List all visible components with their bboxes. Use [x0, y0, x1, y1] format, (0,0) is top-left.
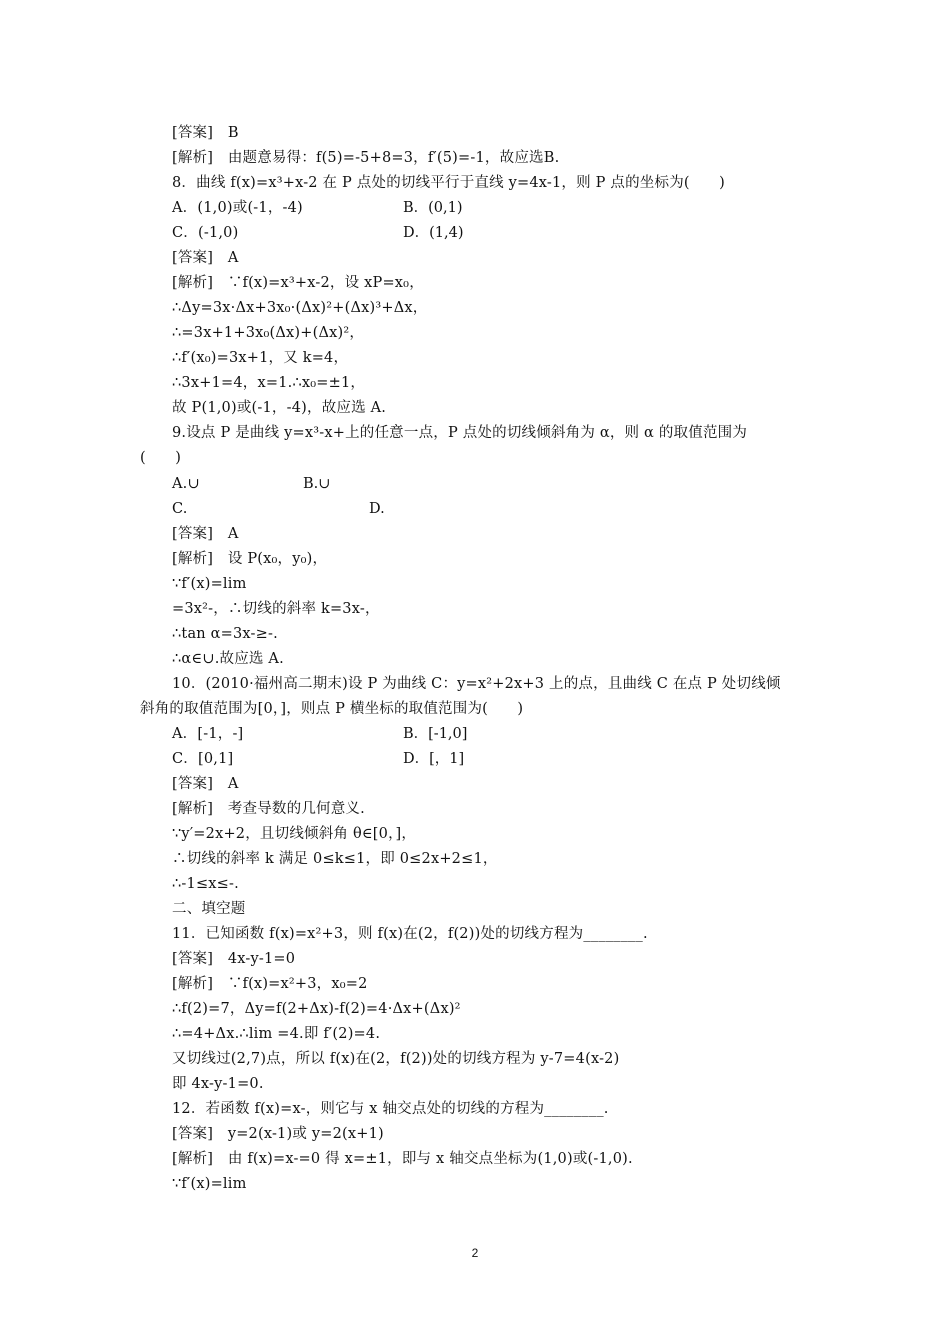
explanation-line: ∴=4+Δx.∴lim =4.即 f′(2)=4. — [172, 1026, 381, 1042]
explanation-line: 即 4x-y-1=0. — [172, 1076, 264, 1092]
explanation-line: ∴tan α=3x-≥-. — [172, 626, 278, 642]
option-a: A.∪ — [172, 476, 200, 492]
option-c: C．[0,1] — [172, 751, 234, 767]
question-11: 11．已知函数 f(x)=x²+3，则 f(x)在(2，f(2))处的切线方程为________. — [172, 926, 648, 942]
option-b: B．(0,1) — [403, 200, 463, 216]
question-9-continuation: ( ) — [140, 450, 182, 466]
question-8: 8．曲线 f(x)=x³+x-2 在 P 点处的切线平行于直线 y=4x-1，则 P 点的坐标为( ) — [172, 175, 726, 191]
explanation-line: ∵y′=2x+2，且切线倾斜角 θ∈[0，]， — [172, 826, 417, 842]
explanation-line: ∴f′(x₀)=3x+1，又 k=4， — [172, 350, 349, 366]
explanation-line: [解析] 由题意易得：f(5)=-5+8=3，f′(5)=-1，故应选B. — [172, 150, 560, 166]
option-c: C. — [172, 501, 188, 517]
explanation-line: ∴=3x+1+3x₀(Δx)+(Δx)²， — [172, 325, 365, 341]
explanation-line: [解析] 设 P(x₀，y₀)， — [172, 551, 328, 567]
explanation-line: ∴Δy=3x·Δx+3x₀·(Δx)²+(Δx)³+Δx， — [172, 300, 428, 316]
explanation-line: [解析] 考查导数的几何意义. — [172, 801, 365, 817]
option-a: A．[-1，-] — [172, 726, 244, 742]
question-9: 9.设点 P 是曲线 y=x³-x+上的任意一点，P 点处的切线倾斜角为 α，则 α 的取值范围为 — [172, 425, 748, 441]
section-heading: 二、填空题 — [172, 901, 246, 917]
question-12: 12．若函数 f(x)=x-，则它与 x 轴交点处的切线的方程为________. — [172, 1101, 609, 1117]
answer-label: [答案] 4x-y-1=0 — [172, 951, 296, 967]
option-c: C．(-1,0) — [172, 225, 239, 241]
page-number: 2 — [471, 1246, 479, 1260]
question-10: 10．(2010·福州高二期末)设 P 为曲线 C：y=x²+2x+3 上的点，且曲线 C 在点 P 处切线倾 — [172, 676, 781, 692]
question-10-continuation: 斜角的取值范围为[0，]，则点 P 横坐标的取值范围为( ) — [140, 701, 524, 717]
explanation-line: ∴-1≤x≤-. — [172, 876, 239, 892]
explanation-line: [解析] ∵f(x)=x³+x-2，设 xP=x₀， — [172, 275, 424, 291]
explanation-line: ∴α∈∪.故应选 A. — [172, 651, 284, 667]
option-d: D. — [369, 501, 385, 517]
explanation-line: [解析] ∵f(x)=x²+3，x₀=2 — [172, 976, 368, 992]
explanation-line: ∴3x+1=4，x=1.∴x₀=±1， — [172, 375, 366, 391]
answer-label: [答案] B — [172, 125, 239, 141]
explanation-line: ∵f′(x)=lim — [172, 576, 247, 592]
explanation-line: ∴切线的斜率 k 满足 0≤k≤1，即 0≤2x+2≤1， — [172, 851, 498, 867]
explanation-line: ∵f′(x)=lim — [172, 1176, 247, 1192]
explanation-line: [解析] 由 f(x)=x-=0 得 x=±1，即与 x 轴交点坐标为(1,0)或(-1,0). — [172, 1151, 633, 1167]
option-a: A．(1,0)或(-1，-4) — [172, 200, 303, 216]
answer-label: [答案] y=2(x-1)或 y=2(x+1) — [172, 1126, 384, 1142]
option-d: D．(1,4) — [403, 225, 464, 241]
explanation-line: ∴f(2)=7，Δy=f(2+Δx)-f(2)=4·Δx+(Δx)² — [172, 1001, 461, 1017]
answer-label: [答案] A — [172, 776, 239, 792]
explanation-line: =3x²-，∴切线的斜率 k=3x-， — [172, 601, 380, 617]
option-b: B.∪ — [303, 476, 331, 492]
answer-label: [答案] A — [172, 250, 239, 266]
option-b: B．[-1,0] — [403, 726, 468, 742]
explanation-line: 故 P(1,0)或(-1，-4)，故应选 A. — [172, 400, 387, 416]
option-d: D．[，1] — [403, 751, 465, 767]
answer-label: [答案] A — [172, 526, 239, 542]
explanation-line: 又切线过(2,7)点，所以 f(x)在(2，f(2))处的切线方程为 y-7=4(x-2) — [172, 1051, 620, 1067]
